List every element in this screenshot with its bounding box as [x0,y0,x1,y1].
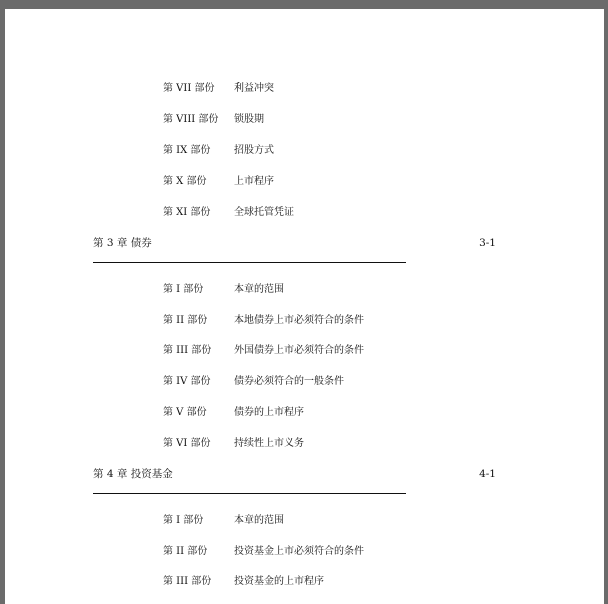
chapter-3-heading: 第 3 章 债券 [93,237,152,249]
toc-part-title: 持续性上市义务 [234,438,304,449]
toc-part-title: 本地债券上市必须符合的条件 [234,315,364,326]
toc-part-label: 第 X 部份 [163,176,207,187]
toc-part-label: 第 I 部份 [163,284,204,295]
toc-part-title: 招股方式 [234,145,274,156]
toc-part-title: 投资基金的上市程序 [234,576,324,587]
chapter-4-heading: 第 4 章 投资基金 [93,468,173,480]
toc-part-label: 第 III 部份 [163,576,212,587]
toc-part-label: 第 II 部份 [163,315,208,326]
toc-part-label: 第 II 部份 [163,546,208,557]
chapter-4-page-number: 4-1 [479,468,496,480]
toc-part-label: 第 III 部份 [163,345,212,356]
toc-part-title: 债券的上市程序 [234,407,304,418]
toc-part-title: 外国债券上市必须符合的条件 [234,345,364,356]
toc-part-label: 第 IX 部份 [163,145,211,156]
document-page [5,9,604,604]
toc-part-title: 上市程序 [234,176,274,187]
toc-part-label: 第 VII 部份 [163,83,215,94]
toc-part-title: 本章的范围 [234,284,284,295]
toc-part-label: 第 VIII 部份 [163,114,219,125]
chapter-3-divider [93,262,406,263]
toc-part-title: 锁股期 [234,114,264,125]
toc-part-label: 第 V 部份 [163,407,207,418]
toc-part-title: 本章的范围 [234,515,284,526]
toc-part-label: 第 I 部份 [163,515,204,526]
toc-part-title: 全球托管凭证 [234,207,294,218]
chapter-4-divider [93,493,406,494]
toc-part-label: 第 XI 部份 [163,207,211,218]
toc-part-title: 债券必须符合的一般条件 [234,376,344,387]
chapter-3-page-number: 3-1 [479,237,496,249]
toc-part-label: 第 IV 部份 [163,376,211,387]
toc-part-title: 投资基金上市必须符合的条件 [234,546,364,557]
toc-part-title: 利益冲突 [234,83,274,94]
toc-part-label: 第 VI 部份 [163,438,211,449]
